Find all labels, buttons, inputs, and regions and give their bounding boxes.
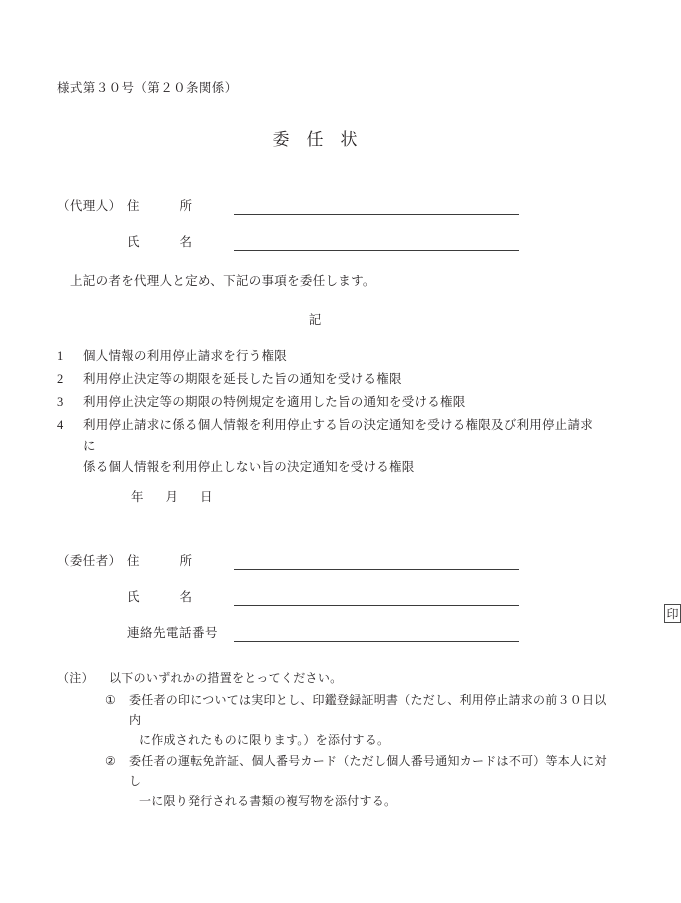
note-text-line1: 委任者の印については実印とし、印鑑登録証明書（ただし、利用停止請求の前３０日以内 bbox=[129, 693, 607, 727]
ki-marker: 記 bbox=[308, 313, 322, 327]
agent-name-input[interactable] bbox=[234, 250, 519, 251]
authority-item bbox=[57, 392, 597, 413]
authority-text: 個人情報の利用停止請求を行う権限 bbox=[83, 349, 288, 363]
note-item bbox=[57, 690, 617, 750]
entruster-paren-label: （委任者） bbox=[57, 554, 122, 568]
entruster-address-input[interactable] bbox=[234, 569, 519, 570]
agent-paren-label: （代理人） bbox=[57, 199, 122, 213]
authority-item bbox=[57, 369, 597, 390]
entruster-name-input[interactable] bbox=[234, 605, 679, 621]
entruster-section bbox=[57, 551, 679, 641]
note-item bbox=[57, 751, 617, 811]
authority-text: 利用停止決定等の期限の特例規定を適用した旨の通知を受ける権限 bbox=[83, 395, 466, 409]
delegation-statement: 上記の者を代理人と定め、下記の事項を委任します。 bbox=[70, 274, 376, 288]
agent-name-label: 氏名 bbox=[127, 235, 233, 249]
authority-item bbox=[57, 415, 597, 478]
authority-text: 利用停止決定等の期限を延長した旨の通知を受ける権限 bbox=[83, 372, 402, 386]
agent-name-row bbox=[57, 232, 577, 262]
entruster-name-label: 氏名 bbox=[127, 590, 233, 604]
page-title: 委任状 bbox=[272, 130, 375, 149]
form-number: 様式第３０号（第２０条関係） bbox=[57, 81, 238, 95]
agent-section bbox=[57, 196, 577, 256]
authority-number: 3 bbox=[57, 395, 64, 409]
date-line: 年月日 bbox=[131, 490, 235, 504]
note-text-line2: に作成されたものに限ります。）を添付する。 bbox=[139, 733, 390, 747]
notes-intro-text: 以下のいずれかの措置をとってください。 bbox=[109, 671, 343, 685]
authority-text-continued: 係る個人情報を利用停止しない旨の決定通知を受ける権限 bbox=[83, 460, 415, 474]
authority-text: 利用停止請求に係る個人情報を利用停止する旨の決定通知を受ける権限及び利用停止請求に bbox=[83, 418, 594, 453]
seal-stamp-box[interactable]: 印 bbox=[664, 604, 681, 623]
authority-number: 1 bbox=[57, 349, 64, 363]
authority-list bbox=[57, 346, 597, 480]
agent-address-input[interactable] bbox=[234, 214, 519, 215]
entruster-phone-label: 連絡先電話番号 bbox=[127, 626, 219, 640]
note-text-line2: 一に限り発行される書類の複写物を添付する。 bbox=[139, 794, 397, 808]
entruster-address-row bbox=[57, 551, 577, 581]
authority-number: 4 bbox=[57, 418, 64, 432]
entruster-phone-row bbox=[57, 623, 577, 653]
notes-section bbox=[57, 668, 617, 811]
entruster-phone-input[interactable] bbox=[234, 641, 519, 642]
notes-label: （注） bbox=[57, 671, 94, 685]
agent-address-label: 住所 bbox=[127, 199, 233, 213]
entruster-name-row bbox=[57, 587, 679, 621]
note-number: ① bbox=[105, 693, 117, 707]
note-text-line1: 委任者の運転免許証、個人番号カード（ただし個人番号通知カードは不可）等本人に対し bbox=[129, 754, 607, 788]
note-text bbox=[105, 751, 617, 811]
authority-number: 2 bbox=[57, 372, 64, 386]
notes-intro-row bbox=[57, 668, 617, 689]
note-text bbox=[105, 690, 617, 750]
entruster-address-label: 住所 bbox=[127, 554, 233, 568]
agent-address-row bbox=[57, 196, 577, 226]
authority-item bbox=[57, 346, 597, 367]
note-number: ② bbox=[105, 754, 117, 768]
